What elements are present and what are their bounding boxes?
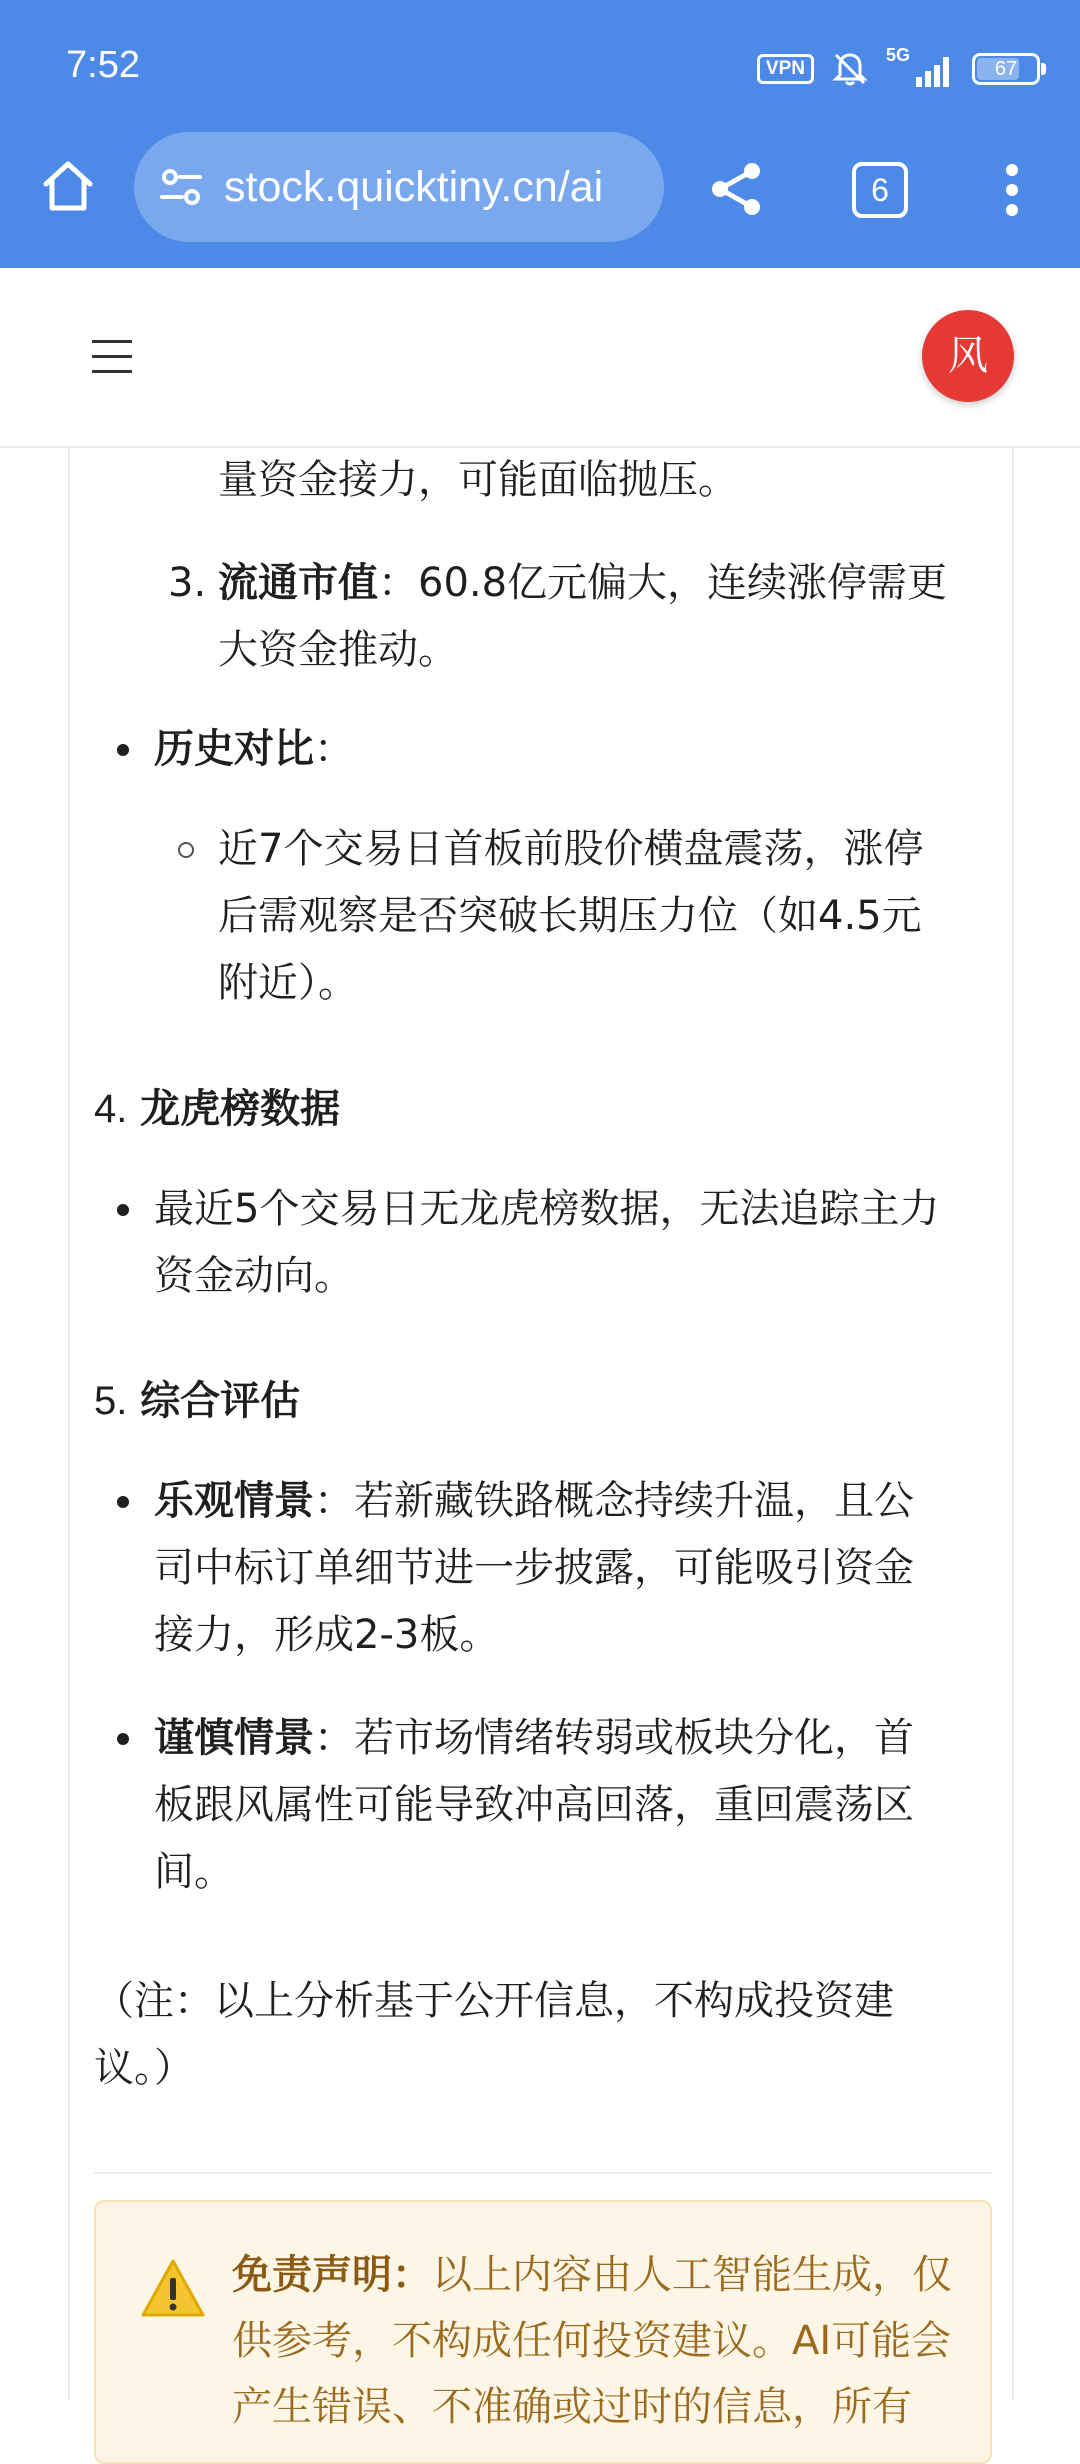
- vpn-icon: VPN: [757, 54, 814, 84]
- bullet-dot: [117, 1496, 129, 1508]
- section4-number: 4.: [94, 1087, 128, 1131]
- point3-label: 流通市值: [218, 560, 378, 606]
- bullet-dot: [117, 1204, 129, 1216]
- signal-icon: [886, 49, 956, 89]
- network-icon: [886, 45, 956, 89]
- disclaimer-label: 免责声明：: [232, 2252, 432, 2298]
- cautious-line2: 板跟风属性可能导致冲高回落，重回震荡区: [154, 1782, 914, 1828]
- network-type: 5G: [886, 45, 911, 65]
- tab-switcher-button[interactable]: 6: [852, 162, 908, 218]
- divider: [94, 2172, 992, 2174]
- optimistic-line2: 司中标订单细节进一步披露，可能吸引资金: [154, 1545, 914, 1591]
- history-line2: 后需观察是否突破长期压力位（如4.5元: [218, 893, 922, 939]
- disclaimer-box: [94, 2200, 992, 2464]
- article-content: [68, 448, 1014, 2430]
- section4-heading: [94, 1076, 340, 1143]
- cautious-line1: [154, 1705, 914, 1772]
- history-heading: [154, 716, 354, 783]
- battery-icon: [972, 53, 1040, 85]
- more-options-icon[interactable]: [994, 160, 1030, 220]
- disclaimer-text: [232, 2242, 952, 2440]
- history-line1: 近7个交易日首板前股价横盘震荡，涨停: [218, 826, 924, 872]
- site-settings-icon[interactable]: [156, 162, 206, 212]
- optimistic-line1: [154, 1468, 914, 1535]
- note-line1: （注：以上分析基于公开信息，不构成投资建: [94, 1978, 894, 2024]
- section5-title: 综合评估: [140, 1378, 301, 1424]
- section4-line2: 资金动向。: [154, 1253, 354, 1299]
- bullet-dot: [117, 1733, 129, 1745]
- optimistic-label: 乐观情景: [154, 1478, 314, 1524]
- sub-bullet-circle: [178, 842, 194, 858]
- cautious-text: ：若市场情绪转弱或板块分化，首: [314, 1715, 914, 1761]
- home-icon[interactable]: [38, 156, 98, 216]
- section4-title: 龙虎榜数据: [140, 1086, 341, 1132]
- note-line2: 议。）: [94, 2045, 194, 2091]
- section5-heading: [94, 1368, 300, 1435]
- point2-continuation: 量资金接力，可能面临抛压。: [218, 457, 738, 503]
- share-icon[interactable]: [708, 160, 766, 218]
- battery-level: 67: [994, 58, 1018, 80]
- bullet-dot: [117, 744, 129, 756]
- status-time: 7:52: [66, 44, 140, 86]
- site-header: [0, 270, 1080, 448]
- bell-muted-icon: [830, 49, 870, 89]
- avatar[interactable]: 风: [922, 310, 1014, 402]
- address-bar[interactable]: [134, 132, 664, 242]
- cautious-line3: 间。: [154, 1849, 234, 1895]
- disclaimer-line2: 供参考，不构成任何投资建议。AI可能会: [232, 2318, 952, 2364]
- cautious-label: 谨慎情景: [154, 1715, 314, 1761]
- point3-line2: 大资金推动。: [218, 627, 458, 673]
- warning-icon: [140, 2258, 206, 2318]
- point3-line1: [218, 550, 947, 617]
- disclaimer-line3: 产生错误、不准确或过时的信息，所有: [232, 2384, 912, 2430]
- disclaimer-line1: 以上内容由人工智能生成，仅: [432, 2252, 952, 2298]
- point3-number: 3.: [168, 560, 207, 606]
- status-icons: [757, 45, 1040, 90]
- url-text[interactable]: stock.quicktiny.cn/ai: [224, 162, 604, 211]
- section5-number: 5.: [94, 1379, 128, 1423]
- menu-icon[interactable]: [92, 340, 132, 374]
- history-colon: ：: [314, 726, 354, 772]
- history-line3: 附近）。: [218, 960, 358, 1006]
- history-label: 历史对比: [154, 726, 314, 772]
- optimistic-line3: 接力，形成2-3板。: [154, 1612, 500, 1658]
- browser-chrome: [0, 0, 1080, 268]
- point3-text: ：60.8亿元偏大，连续涨停需更: [378, 560, 948, 606]
- section4-line1: 最近5个交易日无龙虎榜数据，无法追踪主力: [154, 1186, 940, 1232]
- optimistic-text: ：若新藏铁路概念持续升温，且公: [314, 1478, 914, 1524]
